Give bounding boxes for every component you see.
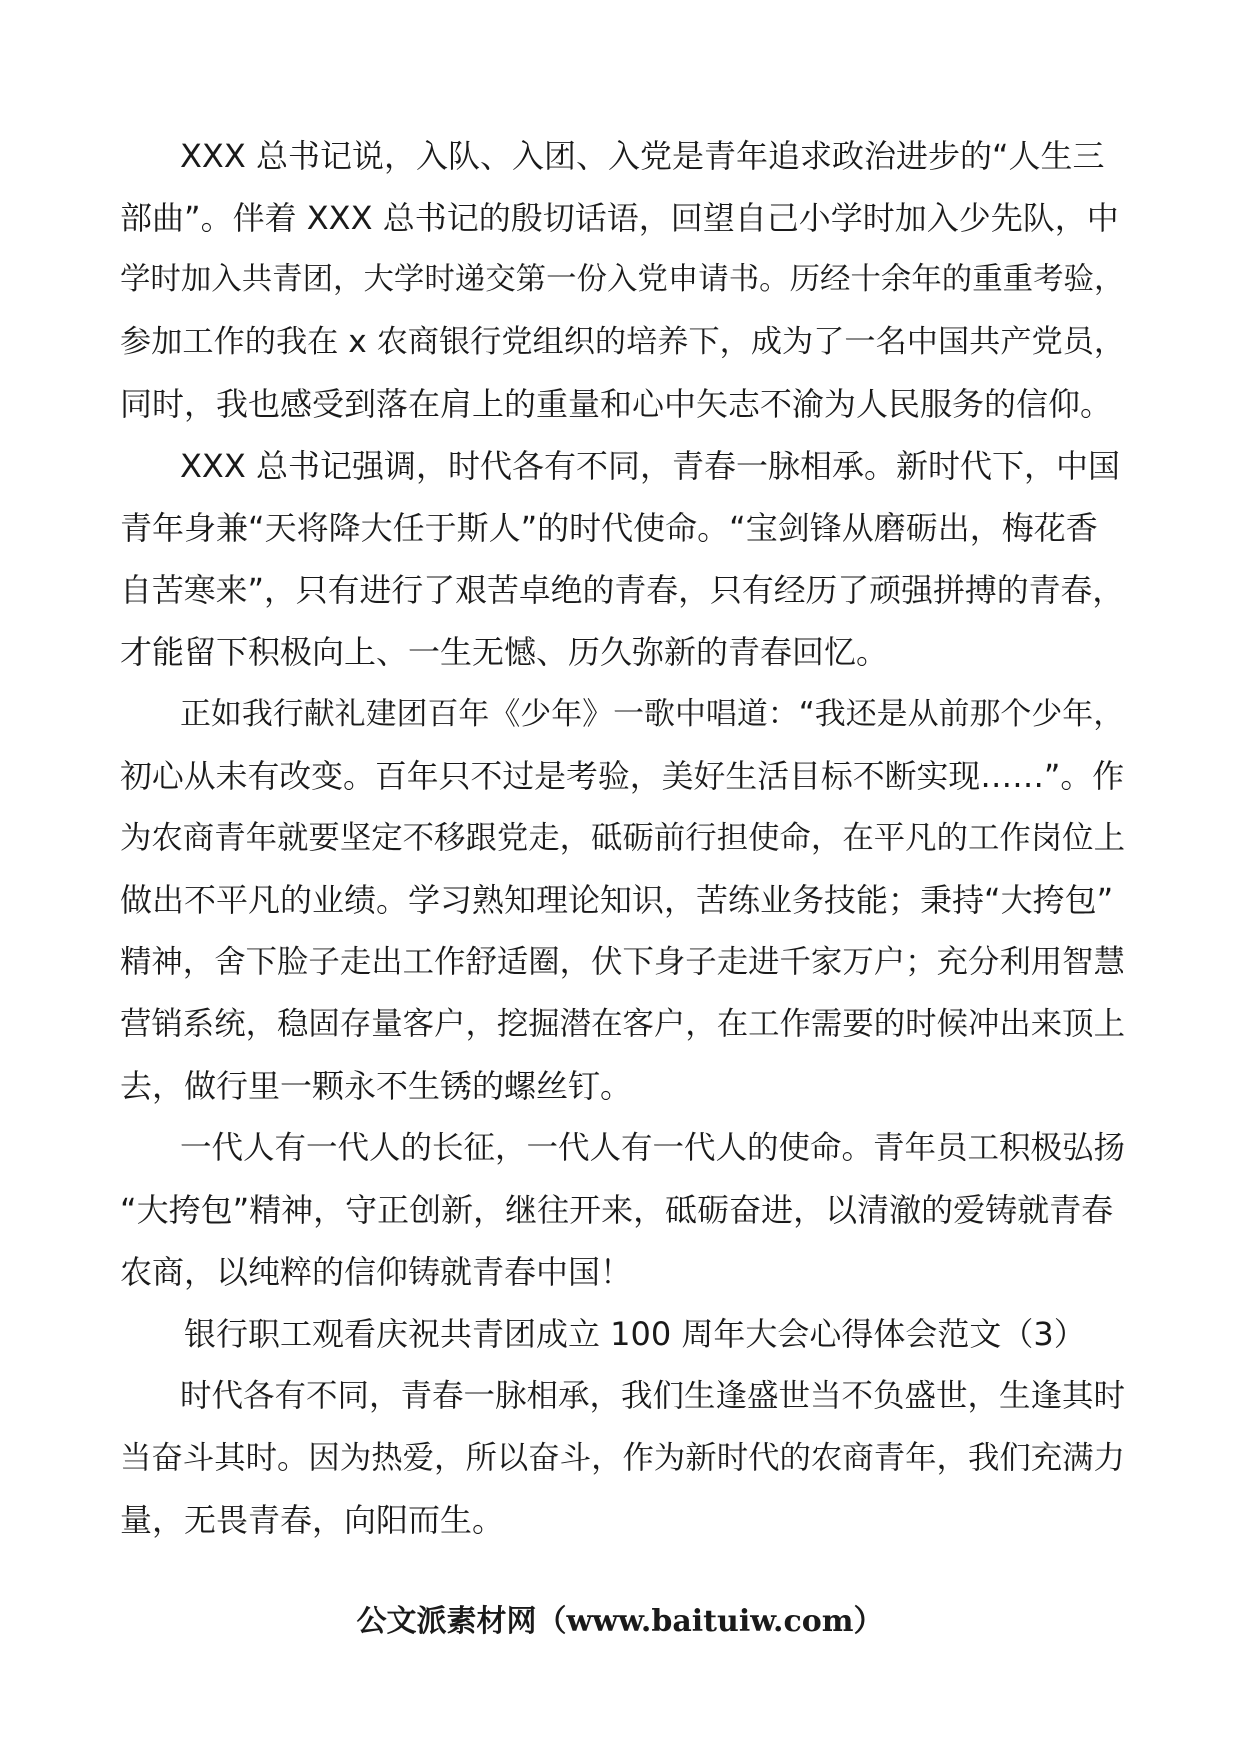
text-line: 营销系统，稳固存量客户，挖掘潜在客户，在工作需要的时候冲出来顶上 xyxy=(120,1006,1125,1042)
text-line: XXX 总书记强调，时代各有不同，青春一脉相承。新时代下，中国 xyxy=(180,447,1120,485)
text-line: 当奋斗其时。因为热爱，所以奋斗，作为新时代的农商青年，我们充满力 xyxy=(120,1440,1125,1476)
text-line: 部曲”。伴着 XXX 总书记的殷切话语，回望自己小学时加入少先队，中 xyxy=(120,199,1119,237)
text-line: XXX 总书记说，入队、入团、入党是青年追求政治进步的“人生三 xyxy=(180,137,1105,175)
text-line: 量，无畏青春，向阳而生。 xyxy=(120,1501,505,1539)
text-line: 初心从未有改变。百年只不过是考验，美好生活目标不断实现……”。作 xyxy=(120,757,1125,795)
text-line: 自苦寒来”，只有进行了艰苦卓绝的青春，只有经历了顽强拼搏的青春， xyxy=(120,571,1125,609)
text-line: 农商，以纯粹的信仰铸就青春中国！ xyxy=(120,1253,633,1291)
text-line: 时代各有不同，青春一脉相承，我们生逢盛世当不负盛世，生逢其时 xyxy=(180,1378,1126,1414)
text-line: 学时加入共青团，大学时递交第一份入党申请书。历经十余年的重重考验， xyxy=(120,262,1125,297)
text-line: 为农商青年就要坚定不移跟党走，砥砺前行担使命，在平凡的工作岗位上 xyxy=(120,820,1125,856)
footer-watermark: 公文派素材网（www.baituiw.com） xyxy=(356,1604,884,1639)
text-line: 精神，舍下脸子走出工作舒适圈，伏下身子走进千家万户；充分利用智慧 xyxy=(120,944,1125,980)
text-line: 青年身兼“天将降大任于斯人”的时代使命。“宝剑锋从磨砺出，梅花香 xyxy=(120,509,1098,547)
text-line: 才能留下积极向上、一生无憾、历久弥新的青春回忆。 xyxy=(120,633,889,671)
text-line: 一代人有一代人的长征，一代人有一代人的使命。青年员工积极弘扬 xyxy=(180,1130,1126,1166)
text-line: 正如我行献礼建团百年《少年》一歌中唱道：“我还是从前那个少年， xyxy=(180,696,1125,732)
text-line: “大挎包”精神，守正创新，继往开来，砥砺奋进，以清澈的爱铸就青春 xyxy=(120,1191,1114,1229)
text-line: 去，做行里一颗永不生锈的螺丝钉。 xyxy=(120,1067,633,1105)
section-heading: 银行职工观看庆祝共青团成立 100 周年大会心得体会范文（3） xyxy=(184,1315,1086,1353)
text-line: 参加工作的我在 x 农商银行党组织的培养下，成为了一名中国共产党员， xyxy=(120,324,1126,360)
text-line: 做出不平凡的业绩。学习熟知理论知识，苦练业务技能；秉持“大挎包” xyxy=(120,881,1114,919)
text-line: 同时，我也感受到落在肩上的重量和心中矢志不渝为人民服务的信仰。 xyxy=(120,385,1113,423)
